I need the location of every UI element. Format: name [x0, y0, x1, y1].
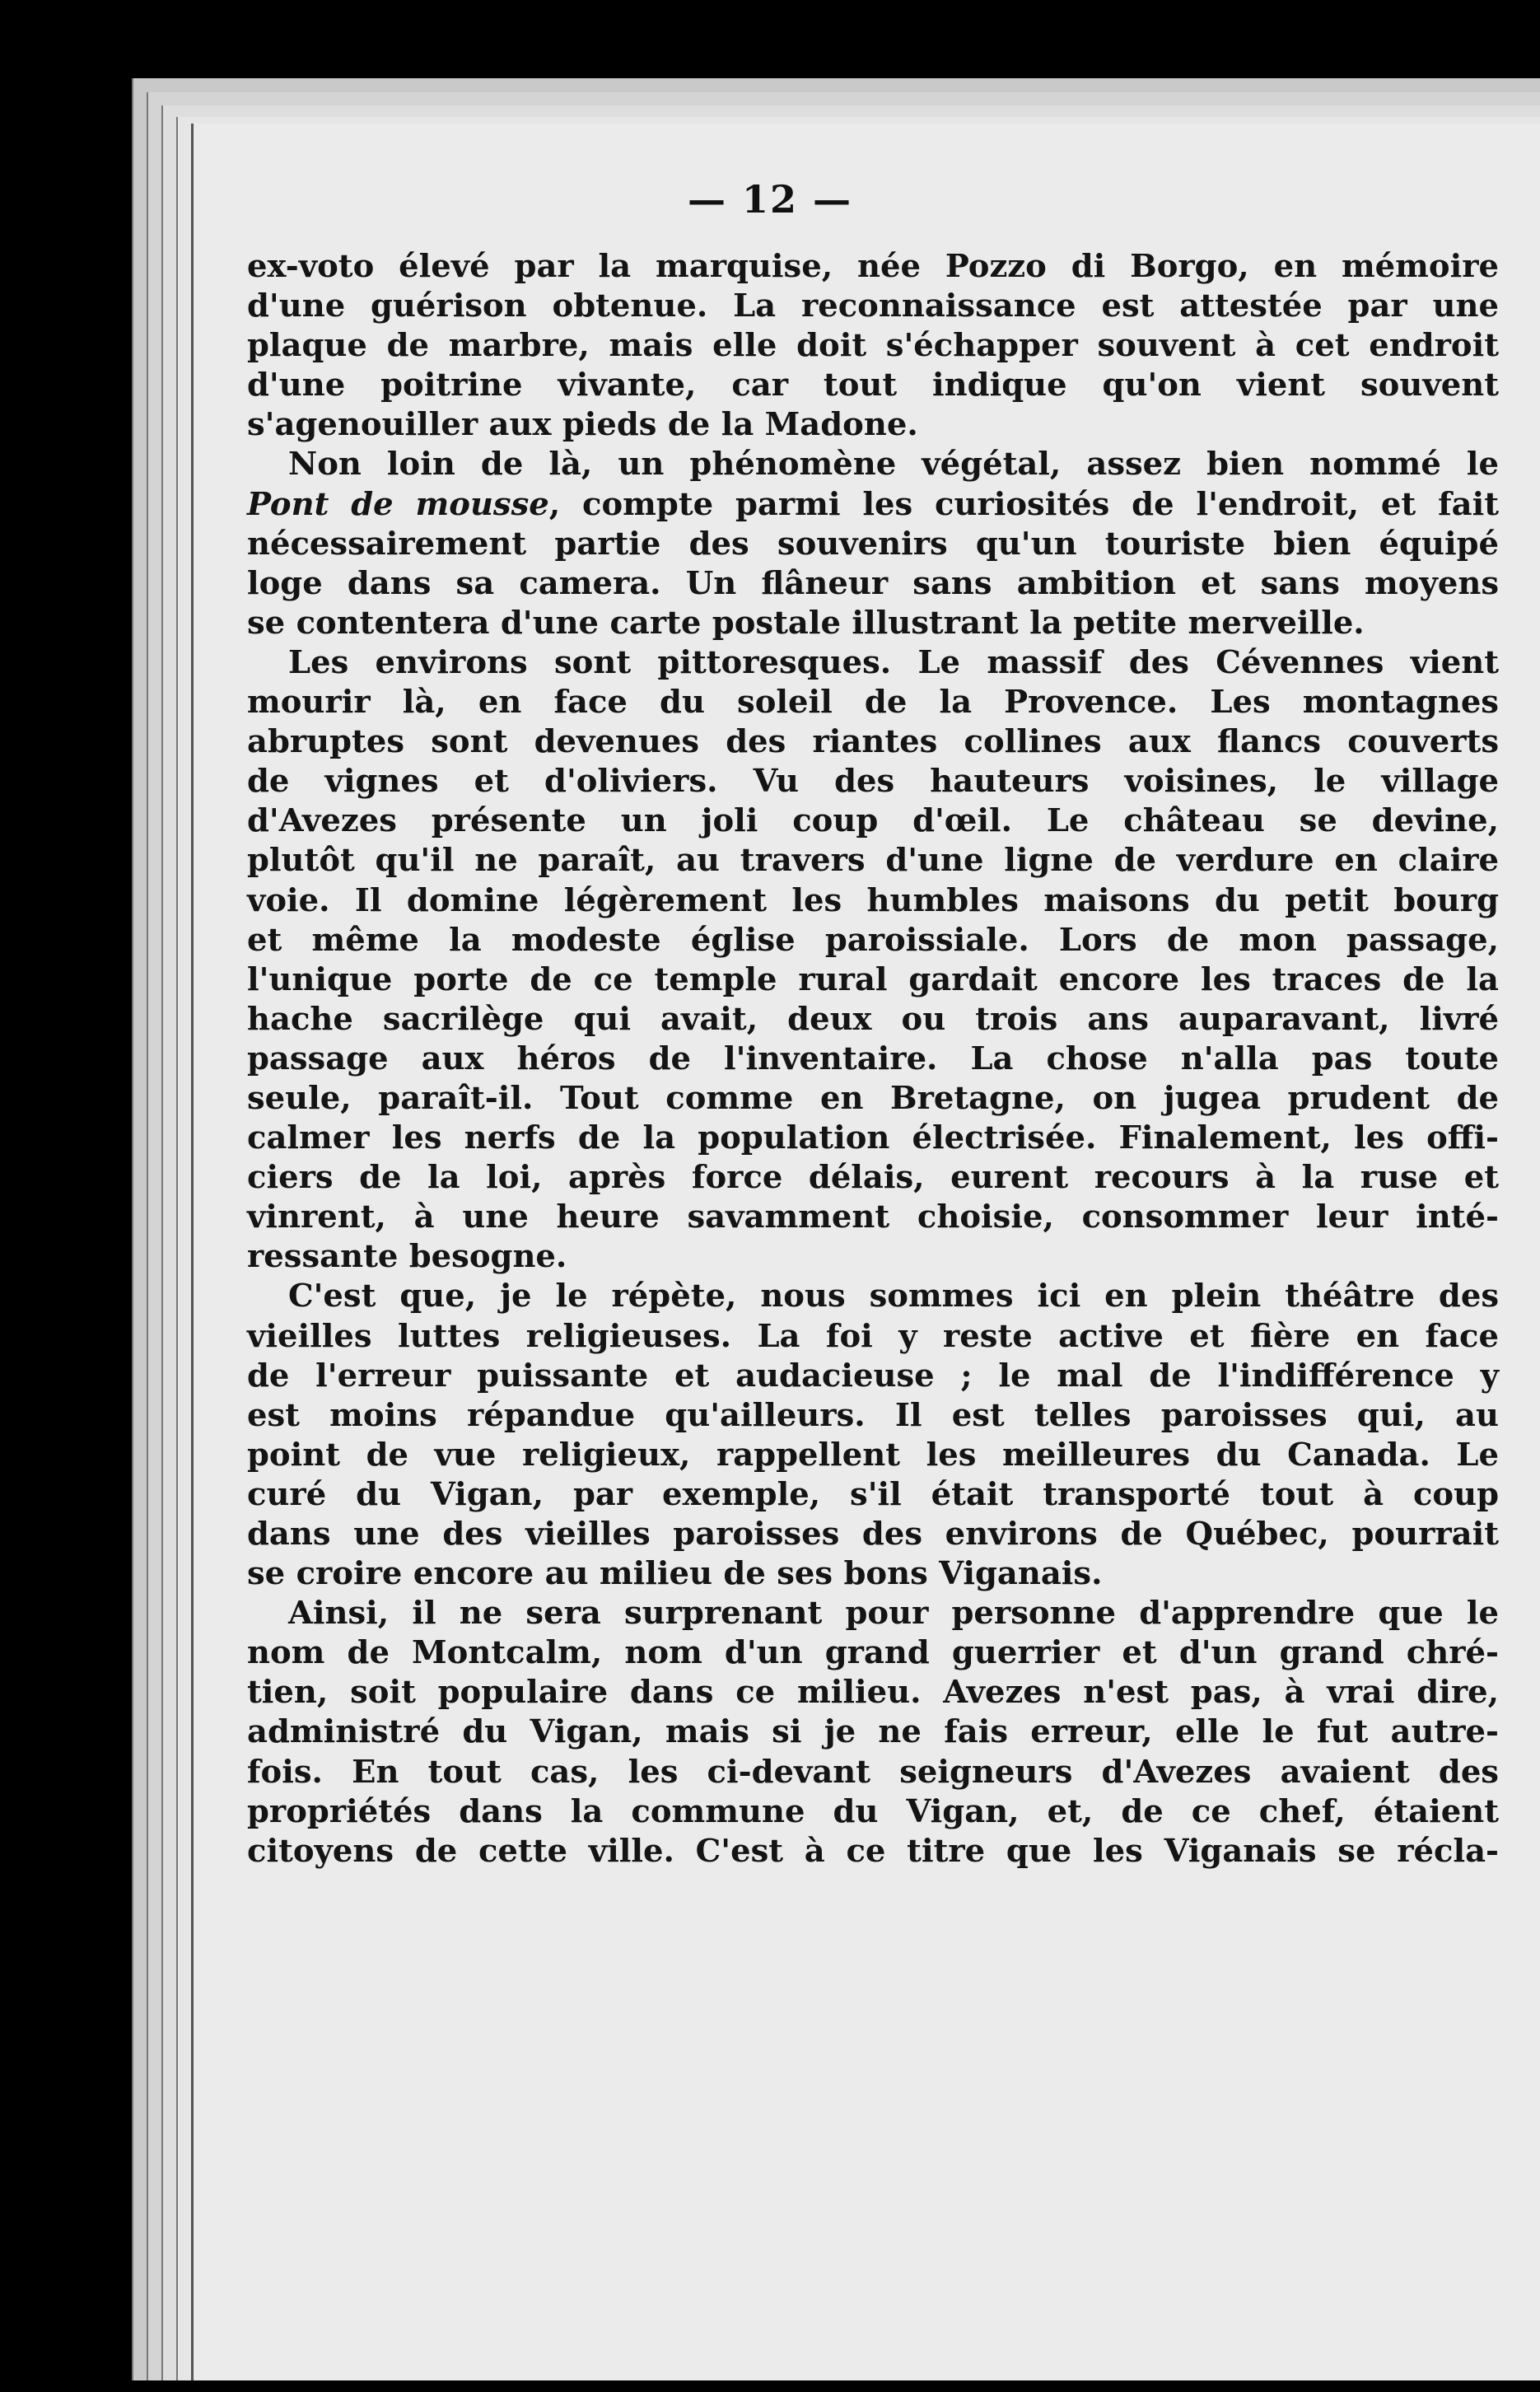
- text-line: est moins répandue qu'ailleurs. Il est telles paroisses qui, au: [247, 1396, 1499, 1434]
- body-text: [247, 247, 1499, 1871]
- text-line: citoyens de cette ville. C'est à ce titre que les Viganais se récla-: [247, 1832, 1499, 1870]
- text-line: et même la modeste église paroissiale. Lors de mon passage,: [247, 921, 1499, 959]
- text-line: administré du Vigan, mais si je ne fais erreur, elle le fut autre-: [247, 1713, 1499, 1751]
- paragraph: [247, 1277, 1499, 1594]
- text-line: curé du Vigan, par exemple, s'il était transporté tout à coup: [247, 1475, 1499, 1513]
- text-line: C'est que, je le répète, nous sommes ici en plein théâtre des: [288, 1278, 1499, 1315]
- text-line: seule, paraît-il. Tout comme en Bretagne, on jugea prudent de: [247, 1079, 1499, 1117]
- text-line: se croire encore au milieu de ses bons Viganais.: [247, 1555, 1103, 1593]
- text-line: plutôt qu'il ne paraît, au travers d'une ligne de verdure en claire: [247, 842, 1499, 880]
- text-fragment: , compte parmi les curiosités de l'endroit, et fait: [548, 485, 1499, 523]
- paragraph: [247, 247, 1499, 445]
- text-line: loge dans sa camera. Un flâneur sans ambition et sans moyens: [247, 564, 1499, 602]
- text-line: mourir là, en face du soleil de la Provence. Les montagnes: [247, 684, 1499, 722]
- text-line: passage aux héros de l'inventaire. La chose n'alla pas toute: [247, 1039, 1499, 1077]
- text-line: propriétés dans la commune du Vigan, et, de ce chef, étaient: [247, 1792, 1499, 1830]
- text-line: calmer les nerfs de la population électrisée. Finalement, les offi-: [247, 1119, 1499, 1157]
- page-number: — 12 —: [687, 177, 853, 222]
- paragraph: [247, 643, 1499, 1278]
- text-line: Les environs sont pittoresques. Le massif des Cévennes vient: [288, 643, 1499, 681]
- text-line: nom de Montcalm, nom d'un grand guerrier et d'un grand chré-: [247, 1634, 1499, 1672]
- text-line: voie. Il domine légèrement les humbles maisons du petit bourg: [247, 881, 1499, 919]
- paragraph: [247, 1594, 1499, 1871]
- text-line: Non loin de là, un phénomène végétal, assez bien nommé le: [288, 446, 1499, 484]
- paragraph: [247, 445, 1499, 642]
- text-line: Ainsi, il ne sera surprenant pour personne d'apprendre que le: [288, 1595, 1499, 1633]
- text-line: de vignes et d'oliviers. Vu des hauteurs voisines, le village: [247, 763, 1499, 801]
- text-line: de l'erreur puissante et audacieuse ; le mal de l'indifférence y: [247, 1357, 1499, 1395]
- text-line: ciers de la loi, après force délais, eurent recours à la ruse et: [247, 1159, 1499, 1197]
- text-line: plaque de marbre, mais elle doit s'échapper souvent à cet endroit: [247, 327, 1499, 365]
- text-line: tien, soit populaire dans ce milieu. Avezes n'est pas, à vrai dire,: [247, 1674, 1499, 1712]
- text-line: nécessairement partie des souvenirs qu'un touriste bien équipé: [247, 525, 1499, 563]
- text-line: d'une poitrine vivante, car tout indique qu'on vient souvent: [247, 367, 1499, 404]
- text-line: ressante besogne.: [247, 1238, 567, 1276]
- text-line: s'agenouiller aux pieds de la Madone.: [247, 406, 918, 444]
- text-line: hache sacrilège qui avait, deux ou trois ans auparavant, livré: [247, 1000, 1499, 1038]
- text-line: abruptes sont devenues des riantes collines aux flancs couverts: [247, 723, 1499, 761]
- text-line: vinrent, à une heure savamment choisie, consommer leur inté-: [247, 1198, 1499, 1236]
- text-line: point de vue religieux, rappellent les meilleures du Canada. Le: [247, 1436, 1499, 1474]
- text-line: l'unique porte de ce temple rural gardait encore les traces de la: [247, 960, 1499, 998]
- text-line: fois. En tout cas, les ci-devant seigneurs d'Avezes avaient des: [247, 1753, 1499, 1791]
- text-line: d'Avezes présente un joli coup d'œil. Le château se devine,: [247, 802, 1499, 840]
- text-line: ex-voto élevé par la marquise, née Pozzo di Borgo, en mémoire: [247, 248, 1499, 285]
- text-line: [247, 485, 1499, 525]
- text-line: vieilles luttes religieuses. La foi y reste active et fière en face: [247, 1317, 1499, 1355]
- italic-term: Pont de mousse: [247, 485, 549, 523]
- text-line: se contentera d'une carte postale illustrant la petite merveille.: [247, 604, 1365, 642]
- text-line: d'une guérison obtenue. La reconnaissance est attestée par une: [247, 287, 1499, 325]
- text-line: dans une des vieilles paroisses des environs de Québec, pourrait: [247, 1516, 1499, 1553]
